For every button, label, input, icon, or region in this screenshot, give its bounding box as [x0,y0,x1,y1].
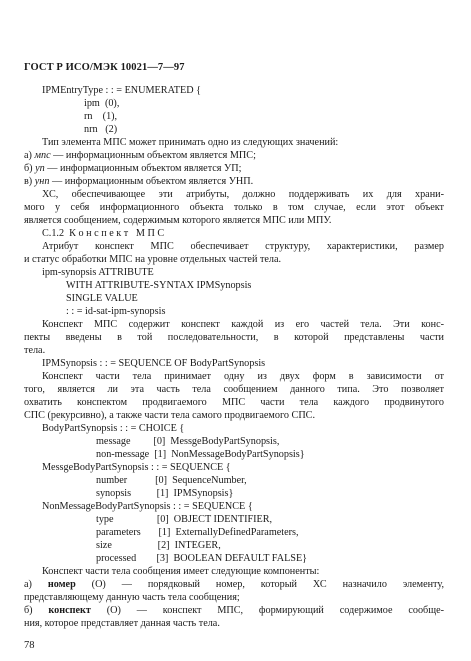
code-line: : : = id-sat-ipm-synopsis [66,306,166,317]
code-line: nrn (2) [84,124,118,135]
list-marker: б) [24,163,36,174]
code-line: non-message [1] NonMessageBodyPartSynopsis} [96,449,305,460]
code-line: message [0] MessgeBodyPartSynopsis, [96,436,280,447]
page-header: ГОСТ Р ИСО/МЭК 10021—7—97 [24,62,185,73]
list-item-mps [24,149,256,162]
list-item-text: (О) — порядковый номер, который ХС назначило элементу, [75,579,444,590]
code-line: IPMSynopsis : : = SEQUENCE OF BodyPartSynopsis [42,358,266,369]
term-up: уп [35,163,45,174]
code-line: BodyPartSynopsis : : = CHOICE { [42,423,185,434]
code-line: size [2] INTEGER, [96,540,221,551]
term-number: номер [47,579,76,590]
paragraph-line: СПС (рекурсивно), а также части тела самого продвигаемого СПС. [24,410,316,421]
term-synopsis: конспект [48,605,91,616]
list-marker: а) [24,150,35,161]
paragraph-line: ния, которое представляет данная часть тела. [24,618,220,629]
paragraph-line: является сообщением, содержимым которого является МПС или МПУ. [24,215,332,226]
code-line: WITH ATTRIBUTE-SYNTAX IPMSynopsis [66,280,252,291]
list-marker: а) [24,579,48,590]
paragraph-line: охватить конспектом продвигаемого МПС части тела каждого продвинутого [24,397,444,408]
list-item-up [24,162,241,175]
list-marker: б) [24,605,49,616]
paragraph-line: Тип элемента МПС может принимать одно из следующих значений: [42,137,339,148]
list-item-unp [24,175,253,188]
paragraph-line: представляющему данную часть тела сообщения; [24,592,240,603]
paragraph-line: Атрибут конспект МПС обеспечивает структуру, характеристики, размер [42,241,444,252]
paragraph-line: тела. [24,345,46,356]
code-line: SINGLE VALUE [66,293,138,304]
paragraph-line: того, является ли эта часть тела сообщением данного типа. Это позволяет [24,384,444,395]
code-line: ipm (0), [84,98,120,109]
list-item-text: — информационным объектом является МПС; [50,150,256,161]
code-line: IPMEntryType : : = ENUMERATED { [42,85,202,96]
list-item-text: — информационным объектом является УНП. [49,176,254,187]
paragraph-line: мого у себя информационного объекта только в том случае, если этот объект [24,202,444,213]
section-heading: С.1.2 К о н с п е к т М П С [42,228,165,239]
list-item-text: — информационным объектом является УП; [44,163,242,174]
code-line: processed [3] BOOLEAN DEFAULT FALSE} [96,553,308,564]
term-mps: мпс [34,150,51,161]
page-number: 78 [24,640,35,651]
code-line: MessgeBodyPartSynopsis : : = SEQUENCE { [42,462,231,473]
term-unp: унп [34,176,50,187]
paragraph-line: пекты введены в той последовательности, в которой представлены части [24,332,444,343]
code-line: parameters [1] ExternallyDefinedParameters, [96,527,299,538]
code-line: NonMessageBodyPartSynopsis : : = SEQUENCE { [42,501,253,512]
code-line: rn (1), [84,111,118,122]
list-marker: в) [24,176,35,187]
paragraph-line: и статус обработки МПС на уровне отдельных частей тела. [24,254,282,265]
paragraph-line: Конспект части тела принимает одну из двух форм в зависимости от [42,371,444,382]
paragraph-line: Конспект МПС содержит конспект каждой из его частей тела. Эти конс- [42,319,444,330]
list-item-number [24,578,444,591]
list-item-text: (О) — конспект МПС, формирующий содержимое сообще- [90,605,444,616]
paragraph-line: ХС, обеспечивающее эти атрибуты, должно поддерживать их для храни- [42,189,444,200]
code-line: type [0] OBJECT IDENTIFIER, [96,514,273,525]
code-line: synopsis [1] IPMSynopsis} [96,488,234,499]
code-line: number [0] SequenceNumber, [96,475,247,486]
paragraph-line: Конспект части тела сообщения имеет следующие компоненты: [42,566,320,577]
code-line: ipm-synopsis ATTRIBUTE [42,267,154,278]
list-item-synopsis [24,604,444,617]
